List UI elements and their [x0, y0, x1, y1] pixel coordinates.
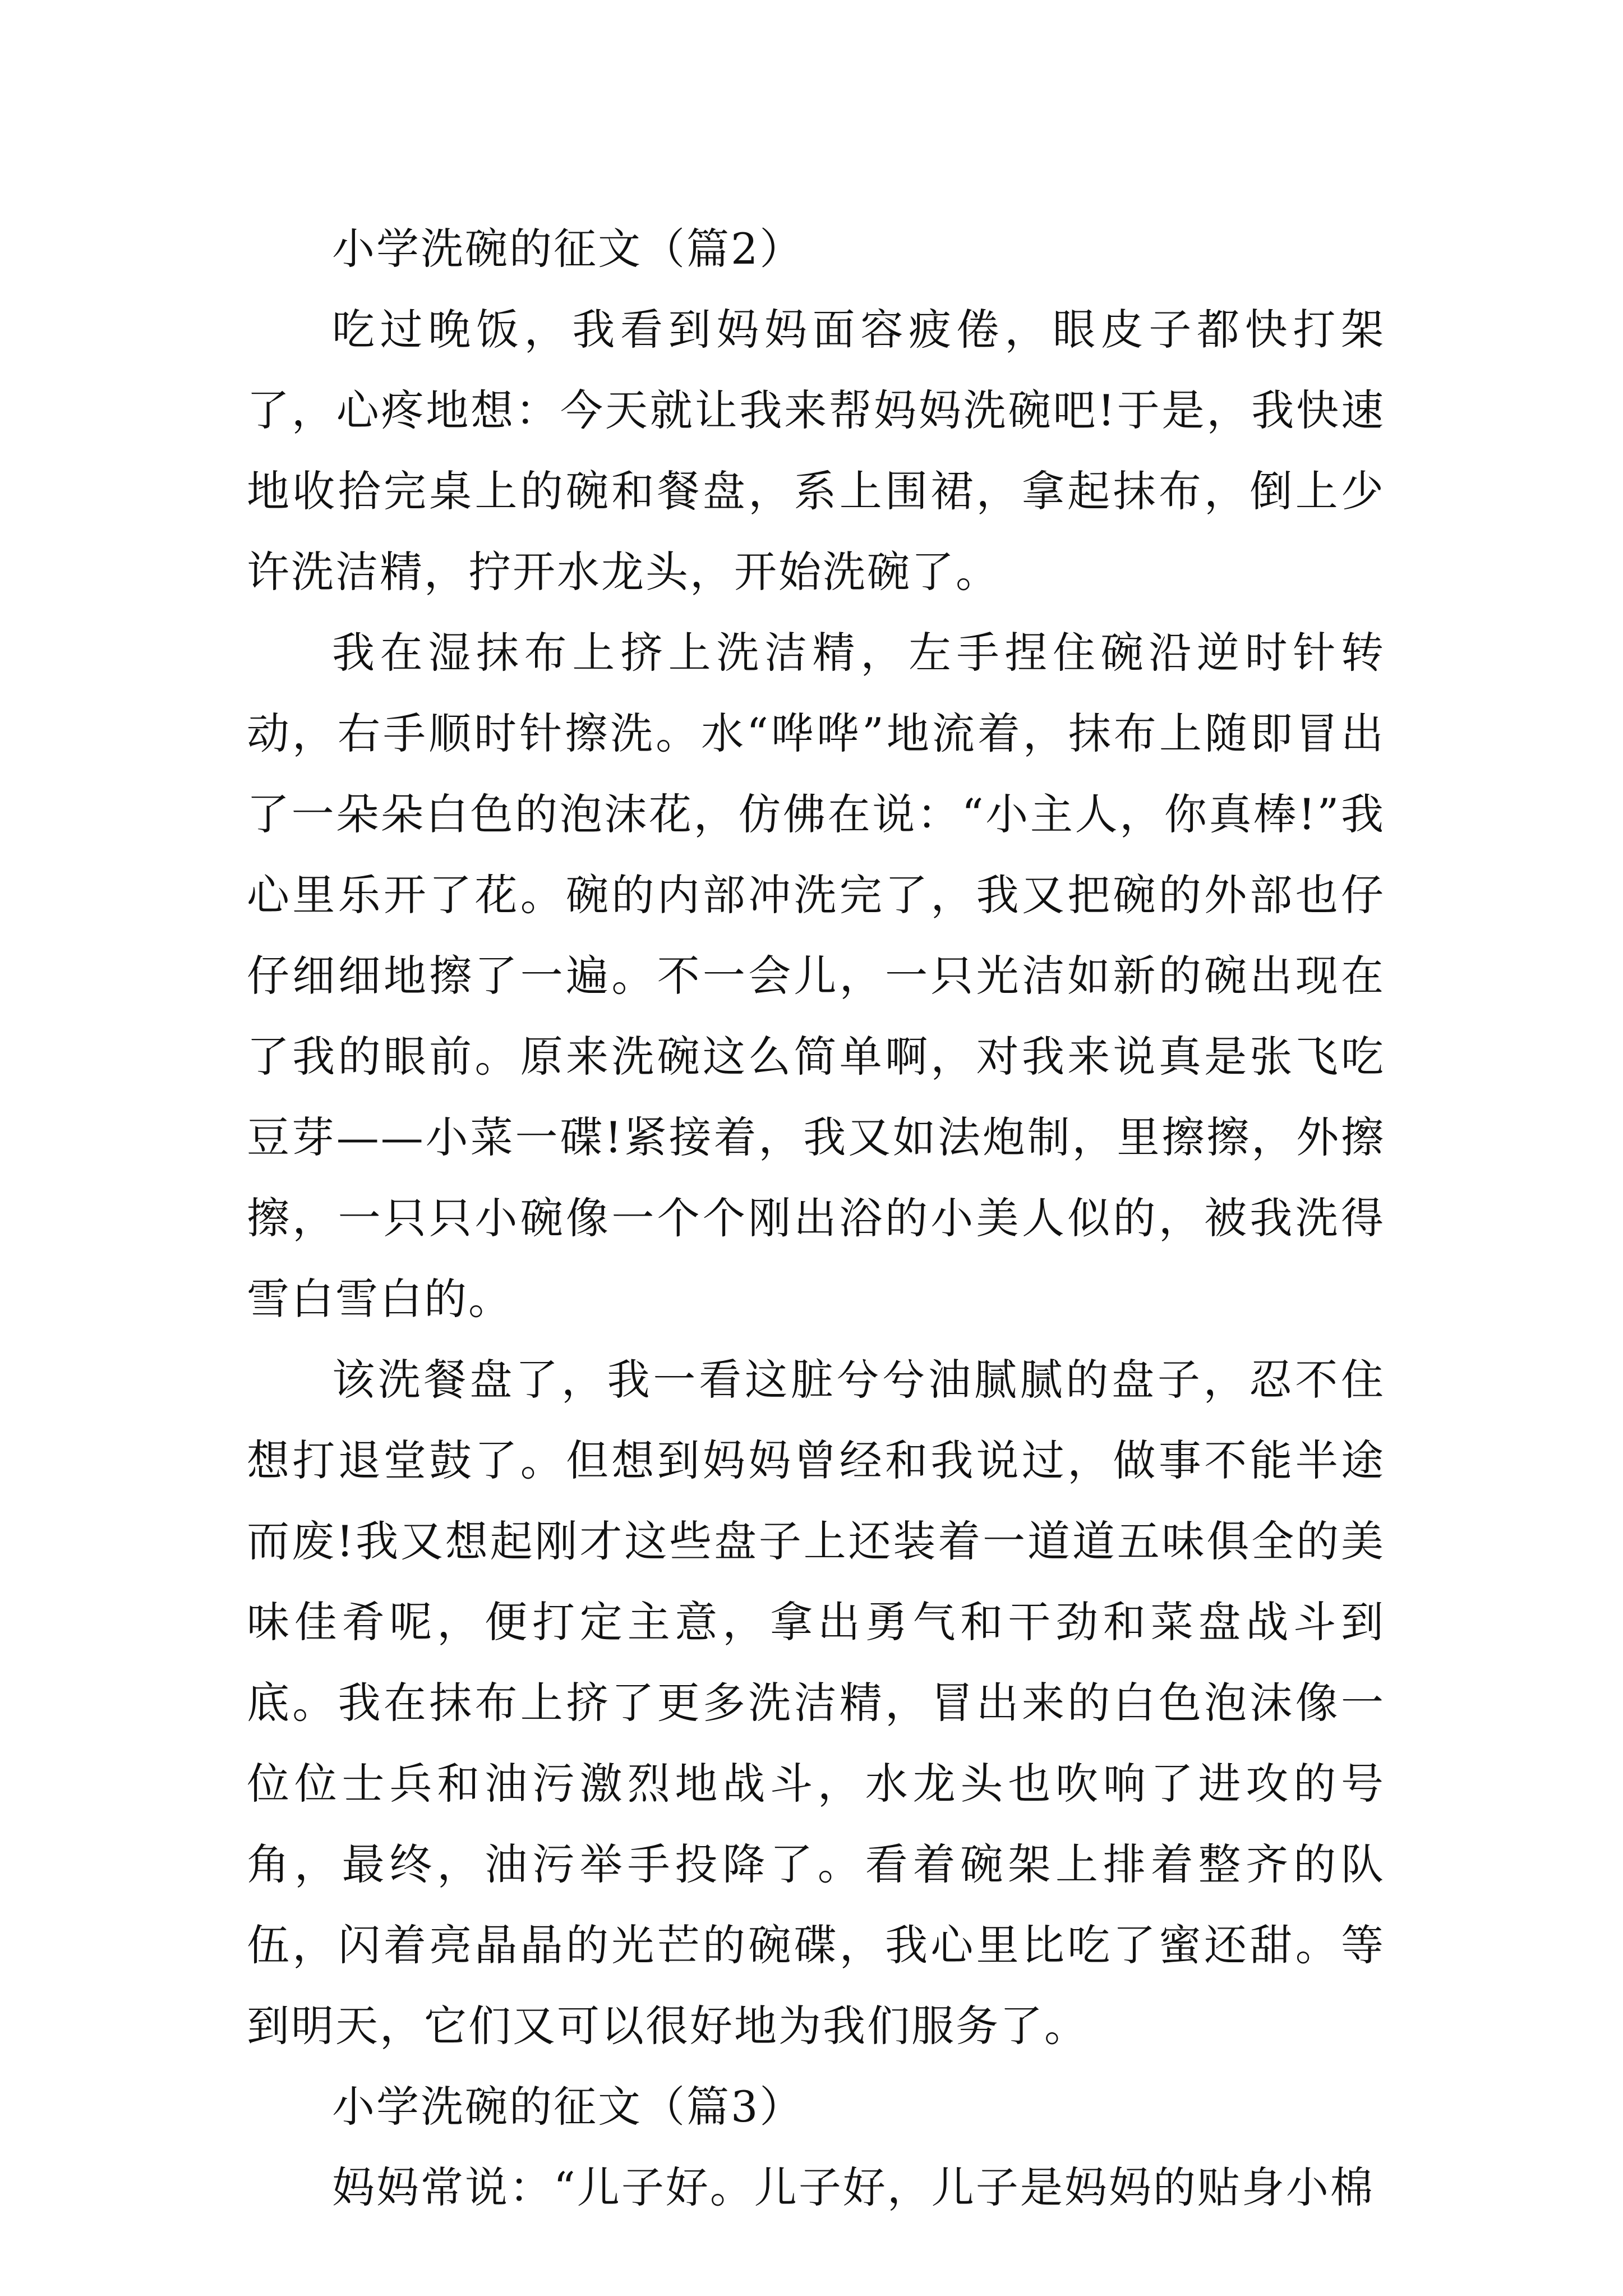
- section-heading-2: 小学洗碗的征文（篇2）: [332, 224, 804, 274]
- paragraph: 该洗餐盘了，我一看这脏兮兮油腻腻的盘子，忍不住想打退堂鼓了。但想到妈妈曾经和我说过，做事不能半途而废!我又想起刚才这些盘子上还装着一道道五味俱全的美味佳肴呢，便打定主意，拿出勇气和干劲和菜盘战斗到底。我在抹布上挤了更多洗洁精，冒出来的白色泡沫像一位位士兵和油污激烈地战斗，水龙头也吹响了进攻的号角，最终，油污举手投降了。看着碗架上排着整齐的队伍，闪着亮晶晶的光芒的碗碟，我心里比吃了蜜还甜。等到明天，它们又可以很好地为我们服务了。: [247, 1355, 1385, 2051]
- paragraph: 我在湿抹布上挤上洗洁精，左手捏住碗沿逆时针转动，右手顺时针擦洗。水“哗哗”地流着，抹布上随即冒出了一朵朵白色的泡沫花，仿佛在说：“小主人，你真棒!”我心里乐开了花。碗的内部冲洗完了，我又把碗的外部也仔仔细细地擦了一遍。不一会儿，一只光洁如新的碗出现在了我的眼前。原来洗碗这么简单啊，对我来说真是张飞吃豆芽——小菜一碟!紧接着，我又如法炮制，里擦擦，外擦擦，一只只小碗像一个个刚出浴的小美人似的，被我洗得雪白雪白的。: [247, 628, 1385, 1324]
- section-heading-3: 小学洗碗的征文（篇3）: [332, 2082, 804, 2132]
- paragraph: 吃过晚饭，我看到妈妈面容疲倦，眼皮子都快打架了，心疼地想：今天就让我来帮妈妈洗碗吧!于是，我快速地收拾完桌上的碗和餐盘，系上围裙，拿起抹布，倒上少许洗洁精，拧开水龙头，开始洗碗了。: [247, 305, 1385, 597]
- article-body: [247, 209, 1385, 2228]
- paragraph: 妈妈常说：“儿子好。儿子好，儿子是妈妈的贴身小棉: [332, 2162, 1375, 2212]
